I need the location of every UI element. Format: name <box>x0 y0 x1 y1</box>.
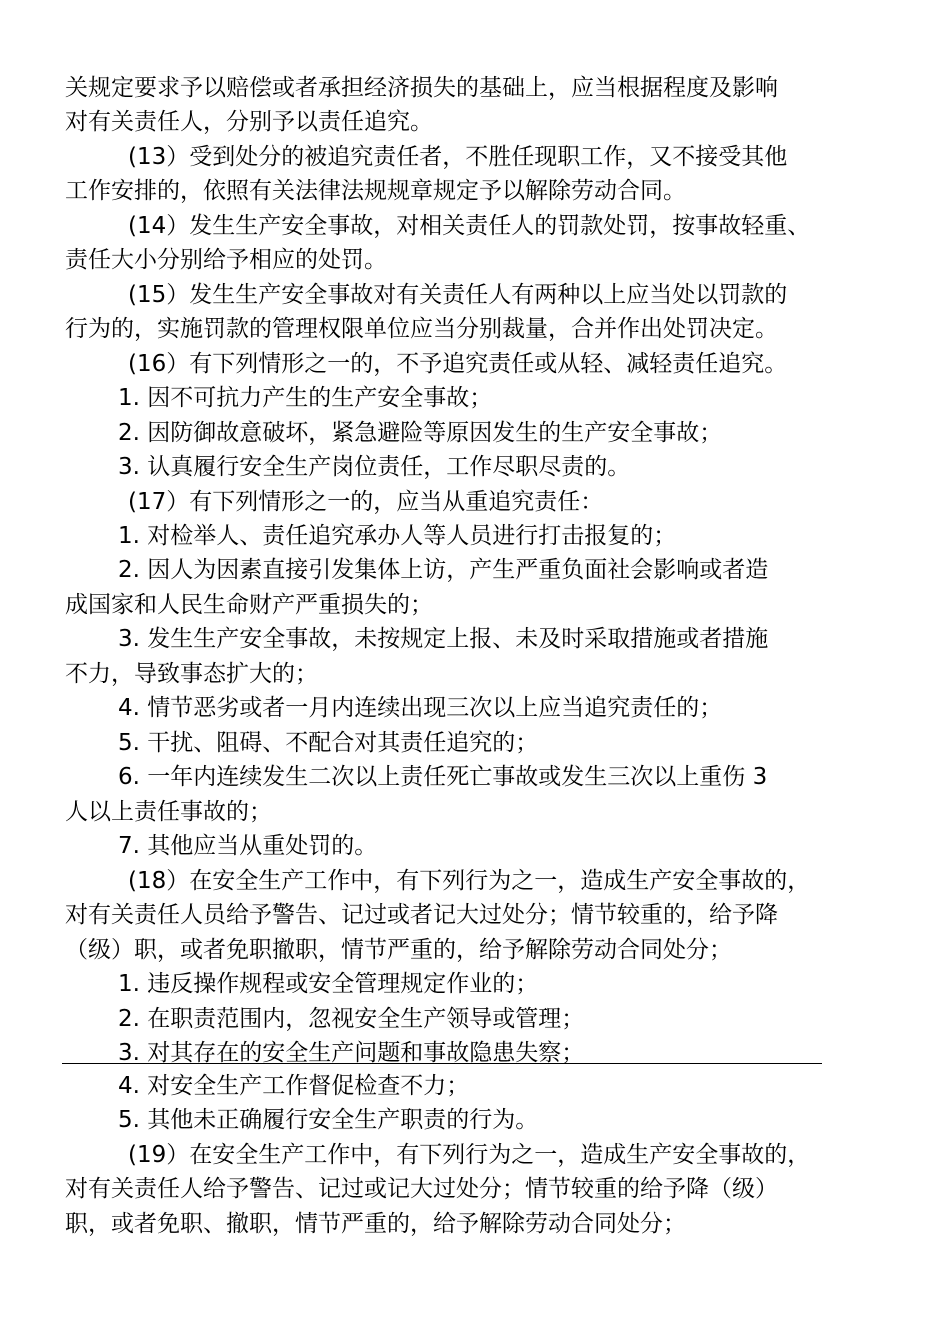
list-item: 4. 情节恶劣或者一月内连续出现三次以上应当追究责任的； <box>118 695 723 721</box>
text-line: (17）有下列情形之一的，应当从重追究责任： <box>128 489 604 515</box>
list-item: 6. 一年内连续发生二次以上责任死亡事故或发生三次以上重伤 3 <box>118 764 768 790</box>
text-line: 工作安排的，依照有关法律法规规章规定予以解除劳动合同。 <box>65 178 686 204</box>
list-item: 5. 干扰、阻碍、不配合对其责任追究的； <box>118 730 539 756</box>
text-line: 成国家和人民生命财产严重损失的； <box>65 592 433 618</box>
list-item: 1. 因不可抗力产生的生产安全事故； <box>118 385 493 411</box>
text-line: (14）发生生产安全事故，对相关责任人的罚款处罚，按事故轻重、 <box>128 213 811 239</box>
text-line: 职，或者免职、撤职，情节严重的，给予解除劳动合同处分； <box>65 1211 686 1237</box>
list-item: 3. 发生生产安全事故，未按规定上报、未及时采取措施或者措施 <box>118 626 769 652</box>
text-line: 对有关责任人，分别予以责任追究。 <box>65 109 433 135</box>
text-line: 行为的，实施罚款的管理权限单位应当分别裁量，合并作出处罚决定。 <box>65 316 778 342</box>
text-line: 不力，导致事态扩大的； <box>65 661 318 687</box>
list-item: 7. 其他应当从重处罚的。 <box>118 833 378 859</box>
text-line: (19）在安全生产工作中，有下列行为之一，造成生产安全事故的， <box>128 1142 811 1168</box>
list-item: 2. 因防御故意破坏，紧急避险等原因发生的生产安全事故； <box>118 420 723 446</box>
list-item: 2. 因人为因素直接引发集体上访，产生严重负面社会影响或者造 <box>118 557 769 583</box>
text-line: (15）发生生产安全事故对有关责任人有两种以上应当处以罚款的 <box>128 282 788 308</box>
list-item: 5. 其他未正确履行安全生产职责的行为。 <box>118 1107 539 1133</box>
list-item: 1. 对检举人、责任追究承办人等人员进行打击报复的； <box>118 523 677 549</box>
text-line: (13）受到处分的被追究责任者，不胜任现职工作，又不接受其他 <box>128 144 788 170</box>
text-line: (16）有下列情形之一的，不予追究责任或从轻、减轻责任追究。 <box>128 351 788 377</box>
text-line: 关规定要求予以赔偿或者承担经济损失的基础上，应当根据程度及影响 <box>65 75 778 101</box>
list-item: 1. 违反操作规程或安全管理规定作业的； <box>118 971 539 997</box>
text-line: 对有关责任人给予警告、记过或记大过处分；情节较重的给予降（级） <box>65 1176 778 1202</box>
text-line: （级）职，或者免职撤职，情节严重的，给予解除劳动合同处分； <box>65 937 732 963</box>
horizontal-divider <box>62 1063 822 1064</box>
list-item: 4. 对安全生产工作督促检查不力； <box>118 1073 470 1099</box>
list-item: 3. 认真履行安全生产岗位责任，工作尽职尽责的。 <box>118 454 631 480</box>
list-item: 3. 对其存在的安全生产问题和事故隐患失察； <box>118 1040 585 1066</box>
text-line: 对有关责任人员给予警告、记过或者记大过处分；情节较重的，给予降 <box>65 902 778 928</box>
list-item: 2. 在职责范围内，忽视安全生产领导或管理； <box>118 1006 585 1032</box>
text-line: 责任大小分别给予相应的处罚。 <box>65 247 387 273</box>
text-line: (18）在安全生产工作中，有下列行为之一，造成生产安全事故的， <box>128 868 811 894</box>
text-line: 人以上责任事故的； <box>65 799 272 825</box>
